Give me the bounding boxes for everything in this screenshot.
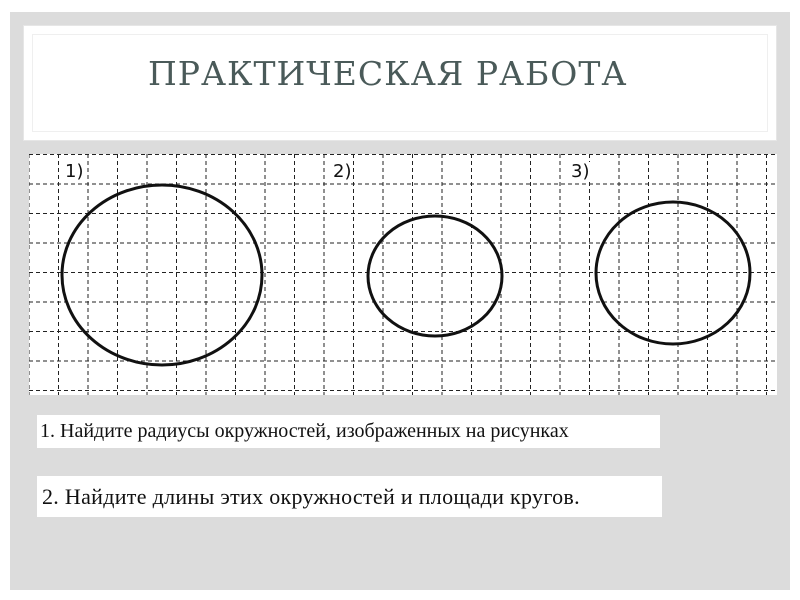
grid-figure-panel <box>29 154 777 395</box>
task-1-text: 1. Найдите радиусы окружностей, изображенных на рисунках <box>37 415 660 448</box>
circle-2 <box>368 216 502 336</box>
grid-lines <box>29 154 777 395</box>
slide-title: ПРАКТИЧЕСКАЯ РАБОТА <box>148 54 628 93</box>
circle-1 <box>62 185 262 365</box>
grid-figure <box>29 154 777 395</box>
figure-label-2: 2) <box>333 161 352 182</box>
figure-label-3: 3) <box>571 161 590 182</box>
figure-label-1: 1) <box>65 161 84 182</box>
task-2-text: 2. Найдите длины этих окружностей и площади кругов. <box>37 476 662 517</box>
